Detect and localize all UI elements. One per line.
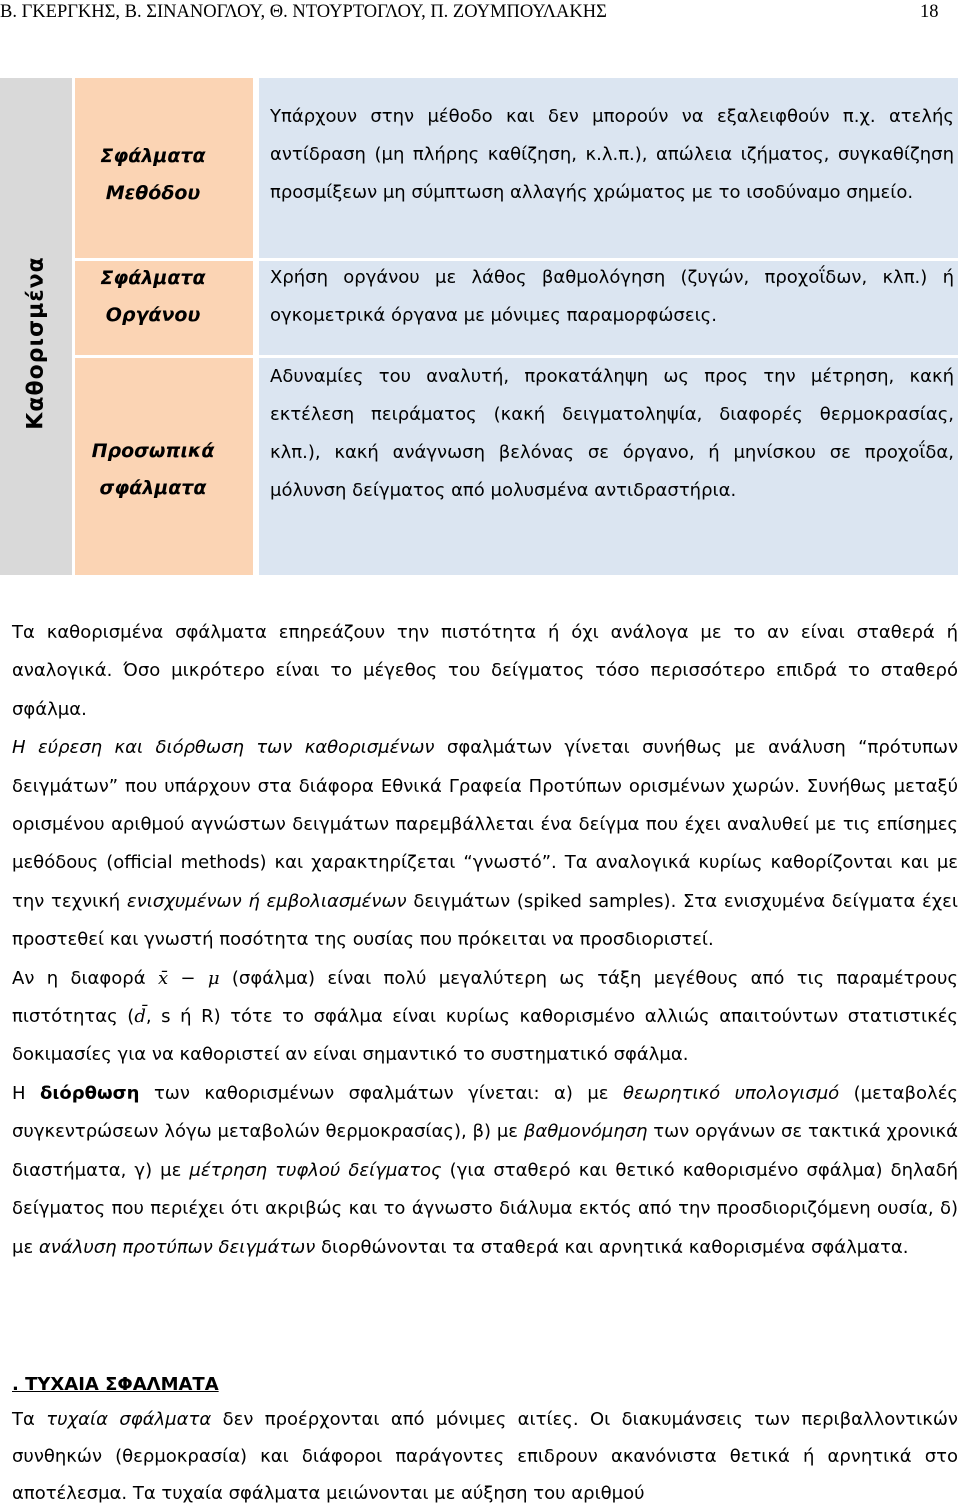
- bold-term: διόρθωση: [40, 1082, 140, 1104]
- text-run: , s ή R) τότε το σφάλμα είναι κυρίως καθορισμένο αλλιώς απαιτούντων στατιστικές δοκιμασίες για να καθοριστεί αν είναι σημαντικό το συστηματικό σφάλμα.: [12, 1006, 958, 1066]
- text-run: Τα: [12, 1409, 47, 1430]
- row-method-name-line2: Μεθόδου: [105, 182, 201, 204]
- text-run: (για σταθερό και θετικό καθορισμένο σφάλμα) δηλαδή δείγματος που περιέχει ότι ακριβώς και το άγνωστο διάλυμα εκτός από την προσδιοριζόμενη ουσία, δ) με: [12, 1159, 958, 1258]
- row-method-description: Υπάρχουν στην μέθοδο και δεν μπορούν να εξαλειφθούν π.χ. ατελής αντίδραση (μη πλήρης καθίζηση, κ.λ.π.), απώλεια ιζήματος, συγκαθίζηση προσμίξεων μη σύμπτωση αλλαγής χρώματος με το ισοδύναμο σημείο.: [270, 106, 954, 203]
- paragraph-difference: [12, 960, 958, 1075]
- row-personal-name-line2: σφάλματα: [99, 477, 207, 499]
- category-cell: [0, 78, 72, 575]
- row-personal-name-cell: [75, 358, 253, 575]
- text-run: δεν προέρχονται από μόνιμες αιτίες. Οι διακυμάνσεις των περιβαλλοντικών συνθηκών (θερμοκρασία) και διάφοροι παράγοντες επιδρουν ακανόνιστα θετικά ή αρνητικά στο αποτέλεσμα. Τα τυχαία σφάλματα μειώνονται με αύξηση του αριθμού: [12, 1409, 958, 1504]
- text-run: (μεταβολές συγκεντρώσεων λόγω μεταβολών θερμοκρασίας), β) με: [12, 1082, 958, 1143]
- text-run: (σφάλμα) είναι πολύ μεγαλύτερη ως τάξη μεγέθους από τις παραμέτρους πιστότητας (: [12, 967, 958, 1028]
- section-heading-text: . ΤΥΧΑΙΑ ΣΦΑΛΜΑΤΑ: [12, 1374, 219, 1395]
- italic-phrase: βαθμονόμηση: [523, 1121, 648, 1143]
- text-run: Αν η διαφορά: [12, 967, 158, 989]
- page-header: [0, 0, 960, 30]
- italic-phrase: Η εύρεση και διόρθωση των καθορισμένων: [12, 737, 435, 759]
- italic-phrase: τυχαία σφάλματα: [46, 1409, 212, 1430]
- row-personal-desc-cell: [259, 358, 958, 575]
- body-text: [12, 614, 958, 1267]
- errors-table: [0, 78, 958, 575]
- text-run: σφαλμάτων γίνεται συνήθως με ανάλυση “πρότυπων δειγμάτων” που υπάρχουν στα διάφορα Εθνικά Γραφεία Προτύπων ορισμένων χωρών. Συνήθως μεταξύ ορισμένου αριθμού αγνώστων δειγμάτων παρεμβάλλεται ένα δείγμα που έχει αναλυθεί με τις επίσημες μεθόδους (official methods) και χαρακτηρίζεται “γνωστό”. Τα αναλογικά κυρίως καθορίζονται και με την τεχνική: [12, 737, 958, 912]
- text-run: των οργάνων σε τακτικά χρονικά διαστήματα, γ) με: [12, 1121, 958, 1181]
- page-number: 18: [920, 2, 939, 22]
- italic-phrase: μέτρηση τυφλού δείγματος: [189, 1159, 442, 1181]
- italic-phrase: θεωρητικό υπολογισμό: [622, 1082, 840, 1104]
- row-instrument-name-cell: [75, 261, 253, 355]
- italic-phrase: ανάλυση προτύπων δειγμάτων: [38, 1236, 316, 1258]
- row-method-desc-cell: [259, 78, 958, 258]
- row-instrument-desc-cell: [259, 261, 958, 355]
- row-instrument-description: Χρήση οργάνου με λάθος βαθμολόγηση (ζυγών, προχοΐδων, κλπ.) ή ογκομετρικά όργανα με μόνιμες παραμορφώσεις.: [270, 267, 954, 326]
- category-label: Καθορισμένα: [23, 256, 49, 430]
- paragraph-proportional: Τα καθορισμένα σφάλματα επηρεάζουν την πιστότητα ή όχι ανάλογα με το αν είναι σταθερά ή αναλογικά. Όσο μικρότερο είναι το μέγεθος του δείγματος τόσο περισσότερο επιδρά το σταθερό σφάλμα.: [12, 622, 958, 720]
- paragraph-correction-standards: [12, 729, 958, 959]
- text-run: των καθορισμένων σφαλμάτων γίνεται: α) με: [139, 1082, 623, 1104]
- text-run: Η: [12, 1082, 40, 1104]
- text-run: δειγμάτων (spiked samples). Στα ενισχυμένα δείγματα έχει προστεθεί και γνωστή ποσότητα της ουσίας που πρόκειται να προσδιοριστεί.: [12, 890, 958, 951]
- math-expression: d̄: [134, 1006, 146, 1028]
- row-instrument-name-line2: Οργάνου: [105, 304, 201, 326]
- row-personal-description: Αδυναμίες του αναλυτή, προκατάληψη ως προς την μέτρηση, κακή εκτέλεση πειράματος (κακή δειγματοληψία, διαφορές θερμοκρασίας, κλπ.), κακή ανάγνωση βελόνας σε όργανο, ή μηνίσκου σε προχοΐδα, μόλυνση δείγματος από μολυσμένα αντιδραστήρια.: [270, 366, 954, 501]
- paragraph-random-errors: [12, 1401, 958, 1512]
- text-run: διορθώνονται τα σταθερά και αρνητικά καθορισμένα σφάλματα.: [315, 1236, 909, 1258]
- section-heading: [12, 1368, 958, 1401]
- italic-phrase: ενισχυμένων ή εμβολιασμένων: [126, 890, 407, 912]
- row-personal-name-line1: Προσωπικά: [91, 440, 215, 462]
- math-expression: x̄ − μ: [157, 967, 220, 989]
- header-authors: Β. ΓΚΕΡΓΚΗΣ, Β. ΣΙΝΑΝΟΓΛΟΥ, Θ. ΝΤΟΥΡΤΟΓΛΟΥ, Π. ΖΟΥΜΠΟΥΛΑΚΗΣ: [0, 2, 607, 22]
- paragraph-correction-methods: [12, 1075, 958, 1267]
- row-method-name-line1: Σφάλματα: [100, 145, 206, 167]
- row-method-name-cell: [75, 78, 253, 258]
- row-instrument-name-line1: Σφάλματα: [100, 267, 206, 289]
- random-errors-section: [12, 1368, 958, 1512]
